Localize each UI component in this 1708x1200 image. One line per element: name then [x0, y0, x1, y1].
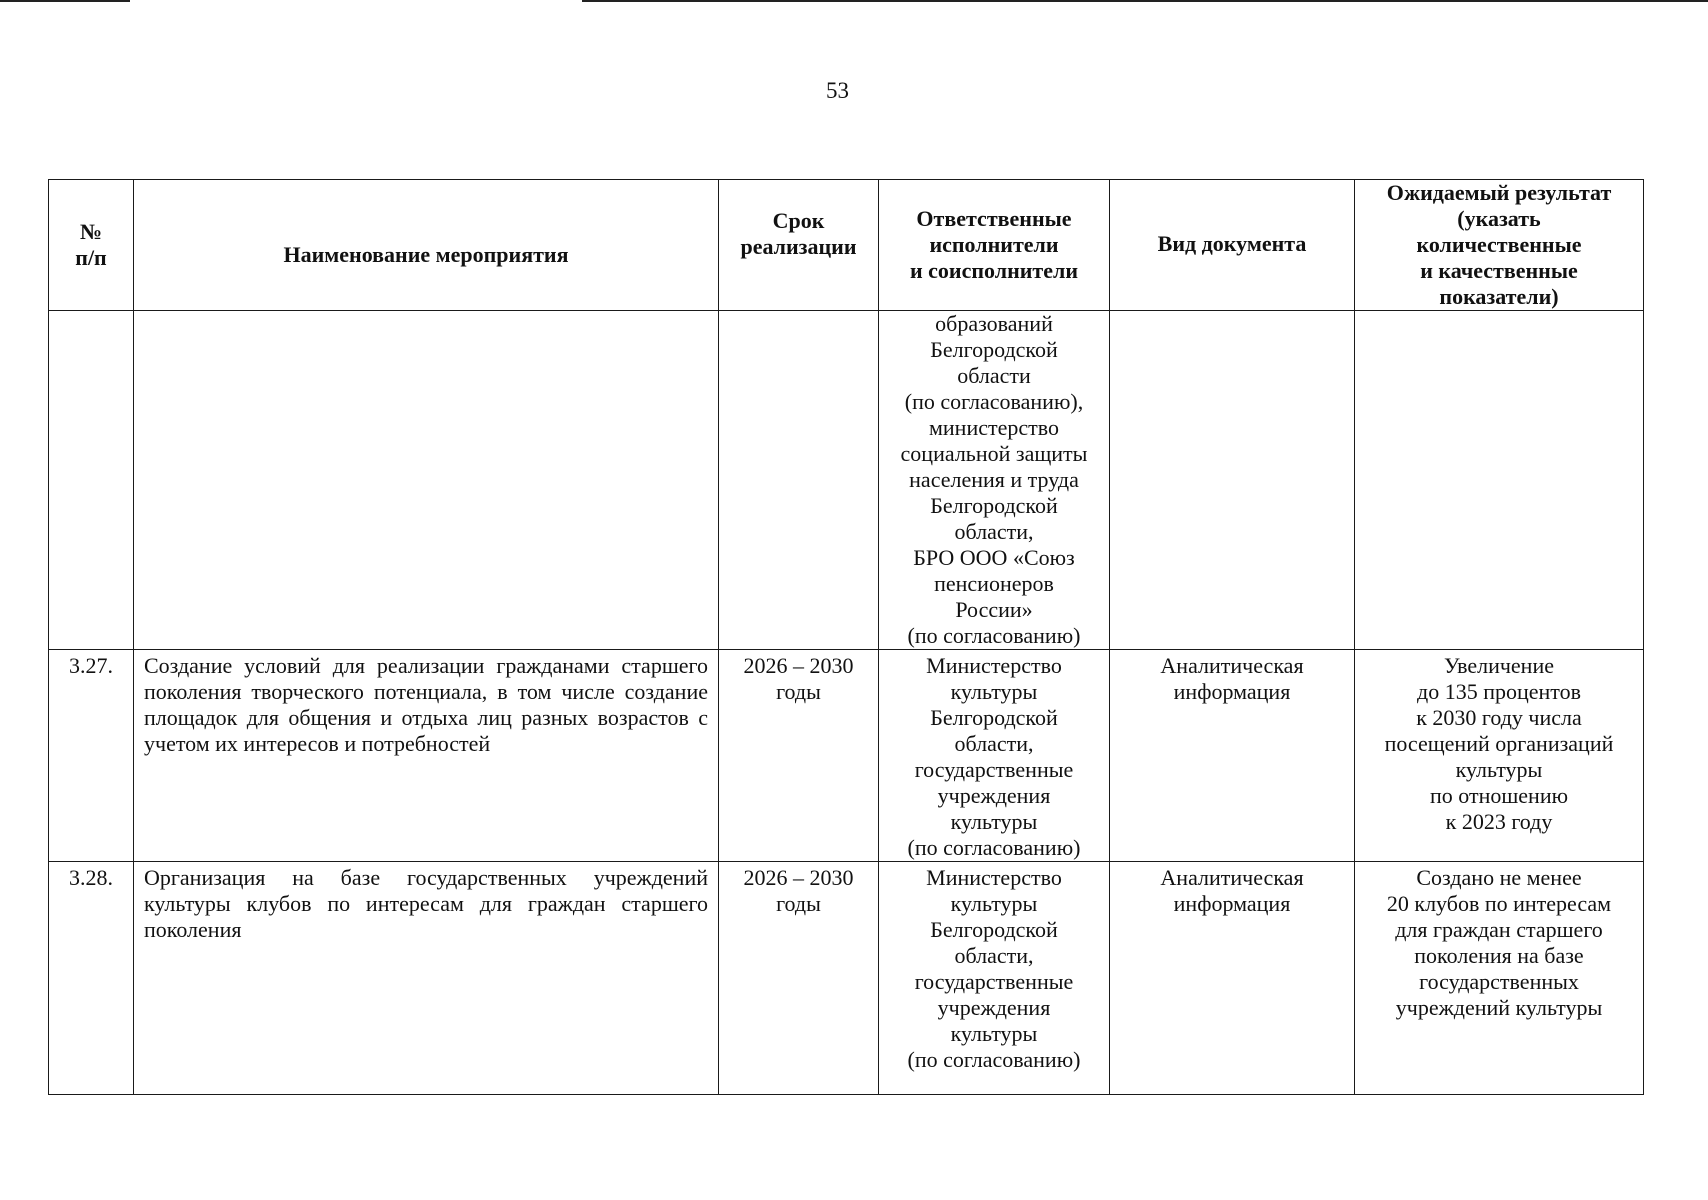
table-header-row	[49, 180, 1644, 311]
cell-result	[1355, 311, 1644, 650]
cell-name	[134, 311, 719, 650]
header-name: Наименование мероприятия	[134, 180, 719, 311]
cell-term: 2026 – 2030 годы	[719, 862, 879, 1095]
cell-executors: Министерство культуры Белгородской области, государственные учреждения культуры (по согласованию)	[879, 650, 1110, 862]
cell-doc-type: Аналитическая информация	[1110, 650, 1355, 862]
cell-num: 3.28.	[49, 862, 134, 1095]
top-rule-right	[582, 0, 1708, 2]
header-executors: Ответственные исполнители и соисполнители	[879, 180, 1110, 311]
action-plan-table	[48, 179, 1644, 1095]
header-term: Срок реализации	[719, 180, 879, 311]
cell-term	[719, 311, 879, 650]
cell-result: Увеличение до 135 процентов к 2030 году числа посещений организаций культуры по отношению к 2023 году	[1355, 650, 1644, 862]
cell-doc-type	[1110, 311, 1355, 650]
cell-doc-type: Аналитическая информация	[1110, 862, 1355, 1095]
cell-name: Создание условий для реализации гражданами старшего поколения творческого потенциала, в том числе создание площадок для общения и отдыха лиц разных возрастов с учетом их интересов и потребностей	[134, 650, 719, 862]
cell-num: 3.27.	[49, 650, 134, 862]
table-row-continuation	[49, 311, 1644, 650]
table-row	[49, 650, 1644, 862]
header-doc-type: Вид документа	[1110, 180, 1355, 311]
cell-term: 2026 – 2030 годы	[719, 650, 879, 862]
header-result: Ожидаемый результат (указать количественные и качественные показатели)	[1355, 180, 1644, 311]
cell-name: Организация на базе государственных учреждений культуры клубов по интересам для граждан старшего поколения	[134, 862, 719, 1095]
top-rule-left	[0, 0, 130, 2]
table-row	[49, 862, 1644, 1095]
cell-executors: образований Белгородской области (по согласованию), министерство социальной защиты населения и труда Белгородской области, БРО ООО «Союз пенсионеров России» (по согласованию)	[879, 311, 1110, 650]
page-number: 53	[826, 78, 849, 103]
cell-num	[49, 311, 134, 650]
header-num: № п/п	[49, 180, 134, 311]
cell-executors: Министерство культуры Белгородской области, государственные учреждения культуры (по согласованию)	[879, 862, 1110, 1095]
cell-result: Создано не менее 20 клубов по интересам для граждан старшего поколения на базе государственных учреждений культуры	[1355, 862, 1644, 1095]
